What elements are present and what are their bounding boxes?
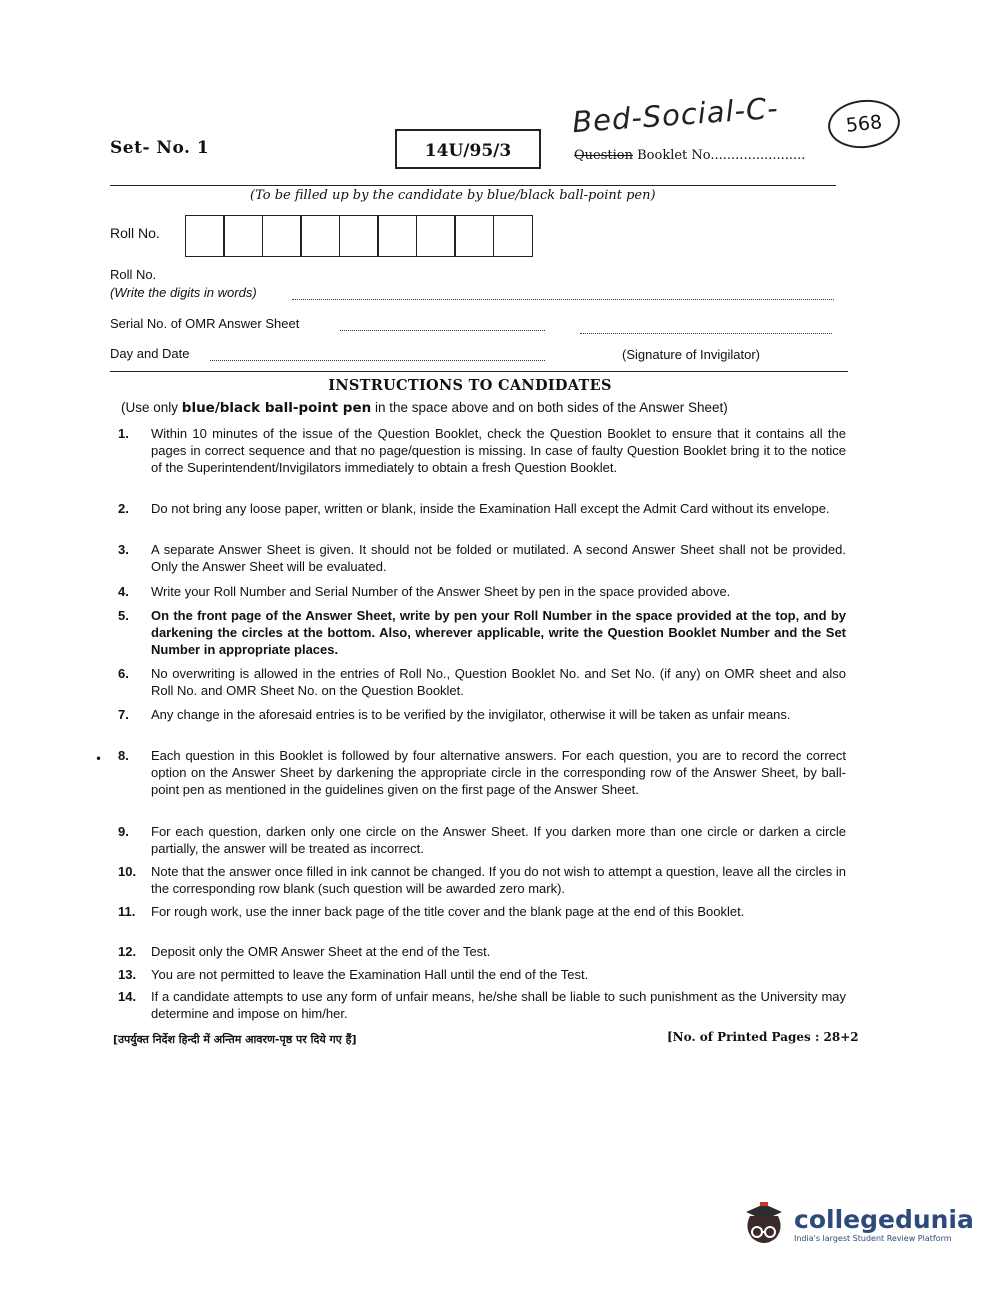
roll-digit-box[interactable]	[454, 215, 494, 257]
item-number: 4.	[118, 584, 129, 599]
item-number: 5.	[118, 608, 129, 623]
serial-no-label: Serial No. of OMR Answer Sheet	[110, 316, 300, 331]
roll-digit-box[interactable]	[223, 215, 263, 257]
roll-digit-box[interactable]	[185, 215, 225, 257]
item-text: On the front page of the Answer Sheet, write by pen your Roll Number in the space provided at the top, and by darkening the circles at the bottom. Also, wherever applicable, write the Question Booklet Number and the Set Number in appropriate places.	[151, 608, 846, 657]
instruction-item	[118, 863, 846, 897]
instruction-item	[118, 500, 846, 517]
item-number: 8.	[118, 748, 129, 763]
item-text: For rough work, use the inner back page of the title cover and the blank page at the end of this Booklet.	[151, 904, 745, 919]
header-divider	[110, 185, 836, 186]
instruction-item	[118, 425, 846, 476]
form-divider	[110, 371, 848, 372]
instruction-item	[118, 706, 846, 723]
roll-digit-box[interactable]	[339, 215, 379, 257]
item-number: 2.	[118, 501, 129, 516]
question-booklet-no	[574, 148, 805, 163]
item-text: No overwriting is allowed in the entries of Roll No., Question Booklet No. and Set No. (if any) on OMR sheet and also Roll No. and OMR Sheet No. on the Question Booklet.	[151, 666, 846, 698]
instruction-item	[118, 607, 846, 658]
roll-words-field[interactable]	[292, 287, 834, 300]
item-text: Note that the answer once filled in ink cannot be changed. If you do not wish to attempt a question, leave all the circles in the corresponding row blank (such question will be awarded zero mark).	[151, 864, 846, 896]
day-date-label: Day and Date	[110, 346, 190, 361]
question-booklet-word: Question	[574, 148, 633, 163]
item-text: Within 10 minutes of the issue of the Question Booklet, check the Question Booklet to ensure that it contains all the pages in correct sequence and that no page/question is missing. In case of faulty Question Booklet bring it to the notice of the Superintendent/Invigilators immediately to obtain a fresh Question Booklet.	[151, 426, 846, 475]
instruction-item	[118, 943, 846, 960]
instruction-item	[118, 747, 846, 798]
item-text: Each question in this Booklet is followed by four alternative answers. For each question, you are to record the correct option on the Answer Sheet by darkening the appropriate circle in the corresponding row of the Answer Sheet, by ball-point pen as mentioned in the guidelines given on the first page of the Answer Sheet.	[151, 748, 846, 797]
instruction-item	[118, 903, 846, 920]
item-text: If a candidate attempts to use any form of unfair means, he/she shall be liable to such punishment as the University may determine and impose on him/her.	[151, 989, 846, 1021]
item-text: For each question, darken only one circle on the Answer Sheet. If you darken more than one circle or darken a circle partially, the answer will be treated as incorrect.	[151, 824, 846, 856]
item-text: Any change in the aforesaid entries is to be verified by the invigilator, otherwise it will be taken as unfair means.	[151, 707, 791, 722]
roll-no-boxes[interactable]	[186, 215, 533, 257]
item-text: Deposit only the OMR Answer Sheet at the end of the Test.	[151, 944, 491, 959]
instruction-item	[118, 966, 846, 983]
instructions-subheading	[121, 400, 728, 416]
item-number: 11.	[118, 904, 136, 919]
item-number: 7.	[118, 707, 129, 722]
roll-digit-box[interactable]	[377, 215, 417, 257]
instruction-item	[118, 583, 846, 600]
roll-words-label: Roll No.	[110, 267, 157, 282]
item-number: 9.	[118, 824, 129, 839]
collegedunia-watermark	[738, 1198, 974, 1250]
item-number: 10.	[118, 864, 137, 879]
margin-mark: •	[95, 752, 103, 766]
booklet-code-box: 14U/95/3	[395, 129, 541, 169]
hindi-note: [उपर्युक्त निर्देश हिन्दी में अन्तिम आवरण-पृष्ठ पर दिये गए हैं]	[113, 1033, 357, 1046]
sub-suffix: in the space above and on both sides of the Answer Sheet)	[371, 400, 728, 415]
item-number: 14.	[118, 989, 137, 1004]
item-text: You are not permitted to leave the Examination Hall until the end of the Test.	[151, 967, 589, 982]
printed-pages: [No. of Printed Pages : 28+2	[667, 1030, 859, 1044]
instruction-item	[118, 988, 846, 1022]
fill-instruction-note: (To be filled up by the candidate by blue/black ball-point pen)	[250, 188, 656, 203]
instructions-heading: INSTRUCTIONS TO CANDIDATES	[328, 377, 612, 394]
sub-bold: blue/black ball-point pen	[181, 400, 372, 416]
watermark-tagline: India's largest Student Review Platform	[794, 1233, 952, 1243]
roll-words-hint: (Write the digits in words)	[110, 285, 257, 300]
signature-label: (Signature of Invigilator)	[622, 347, 761, 362]
question-booklet-rest: Booklet No.......................	[632, 148, 806, 163]
serial-no-field[interactable]	[340, 318, 545, 331]
sub-prefix: (Use only	[121, 400, 182, 415]
roll-no-label: Roll No.	[110, 225, 160, 241]
instruction-item	[118, 541, 846, 575]
roll-digit-box[interactable]	[300, 215, 340, 257]
item-number: 12.	[118, 944, 137, 959]
handwritten-subject: Bed-Social-C-	[571, 90, 780, 140]
item-text: A separate Answer Sheet is given. It should not be folded or mutilated. A second Answer Sheet shall not be provided. Only the Answer Sheet will be evaluated.	[151, 542, 846, 574]
roll-digit-box[interactable]	[262, 215, 302, 257]
day-date-field[interactable]	[210, 348, 545, 361]
handwritten-circled-number: 568	[826, 96, 903, 151]
item-number: 6.	[118, 666, 129, 681]
item-text: Do not bring any loose paper, written or blank, inside the Examination Hall except the Admit Card without its envelope.	[151, 501, 830, 516]
instruction-item	[118, 823, 846, 857]
watermark-name: collegedunia	[794, 1204, 974, 1234]
set-number: Set- No. 1	[110, 138, 210, 158]
item-text: Write your Roll Number and Serial Number of the Answer Sheet by pen in the space provided above.	[151, 584, 731, 599]
collegedunia-logo-icon	[738, 1198, 788, 1250]
item-number: 13.	[118, 967, 137, 982]
item-number: 1.	[118, 426, 129, 441]
roll-digit-box[interactable]	[493, 215, 533, 257]
roll-digit-box[interactable]	[416, 215, 456, 257]
signature-field[interactable]	[580, 333, 832, 334]
instruction-item	[118, 665, 846, 699]
item-number: 3.	[118, 542, 129, 557]
